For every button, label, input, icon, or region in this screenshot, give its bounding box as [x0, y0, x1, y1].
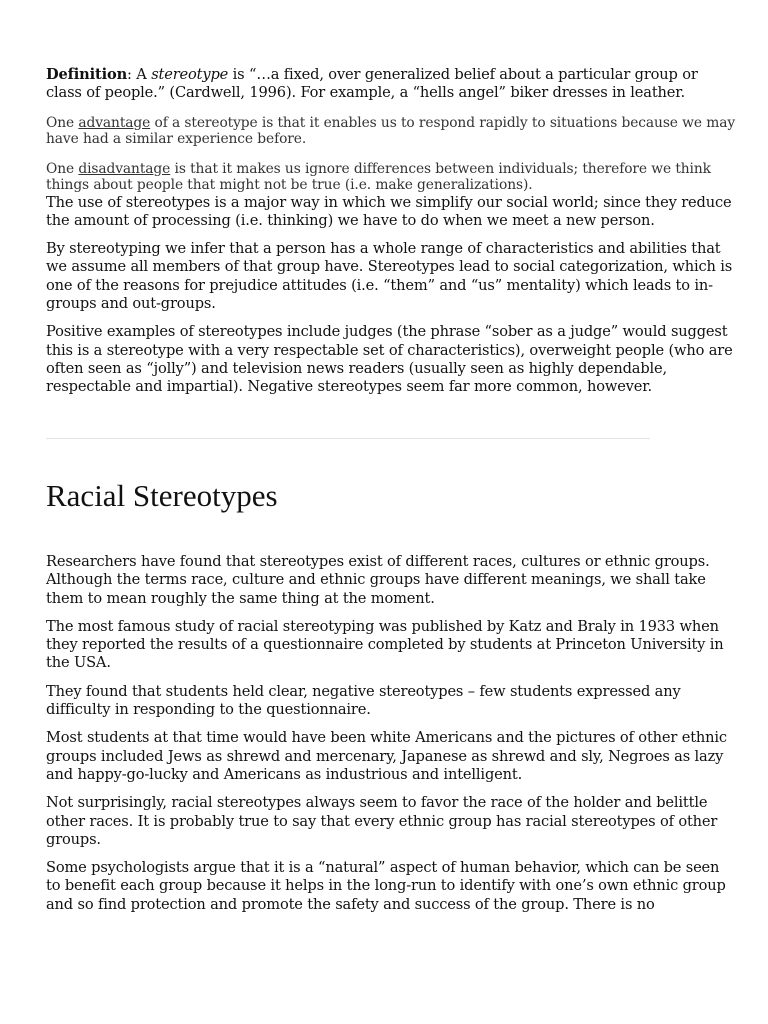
definition-colon: : A [127, 66, 152, 83]
simplify-paragraph: The use of stereotypes is a major way in which we simplify our social world; since they reduce the amount of processing (i.e. thinking) we have to do when we meet a new person. [46, 193, 732, 229]
disadvantage-paragraph [46, 161, 736, 194]
racial-paragraph-6: Some psychologists argue that it is a “natural” aspect of human behavior, which can be seen to benefit each group because it helps in the long-run to identify with one’s own ethnic group and so find protection and promote the safety and success of the group. There is no [46, 859, 726, 913]
section-divider [46, 438, 650, 439]
intro-section [46, 66, 736, 397]
definition-label: Definition [46, 66, 128, 83]
definition-paragraph [46, 66, 736, 103]
racial-paragraph-5: Not surprisingly, racial stereotypes always seem to favor the race of the holder and belittle other races. It is probably true to say that every ethnic group has racial stereotypes of other groups. [46, 794, 718, 848]
advantage-text: of a stereotype is that it enables us to respond rapidly to situations because we may have had a similar experience before. [46, 114, 736, 148]
advantage-word: advantage [78, 114, 151, 131]
disadvantage-text: is that it makes us ignore differences between individuals; therefore we think things about people that might not be true (i.e. make generalizations). [46, 160, 711, 194]
positive-examples-paragraph: Positive examples of stereotypes include judges (the phrase “sober as a judge” would suggest this is a stereotype with a very respectable set of characteristics), overweight people (who are often seen as “jolly”) and television news readers (usually seen as highly dependable, respectable and impartial). Negative stereotypes seem far more common, however. [46, 323, 733, 396]
advantage-prefix: One [46, 114, 79, 131]
infer-paragraph: By stereotyping we infer that a person has a whole range of characteristics and abilities that we assume all members of that group have. Stereotypes lead to social categorization, which is one of the reasons for prejudice attitudes (i.e. “them” and “us” mentality) which leads to in-groups and out-groups. [46, 240, 733, 313]
racial-paragraph-3: They found that students held clear, negative stereotypes – few students expressed any difficulty in responding to the questionnaire. [46, 682, 681, 719]
definition-text: is “…a fixed, over generalized belief about a particular group or class of people.” (Cardwell, 1996). For example, a “hells angel” biker dresses in leather. [46, 66, 698, 102]
racial-paragraph-2: The most famous study of racial stereotyping was published by Katz and Braly in 1933 when they reported the results of a questionnaire completed by students at Princeton University in the USA. [46, 617, 724, 672]
racial-paragraph-1: Researchers have found that stereotypes exist of different races, cultures or ethnic groups. Although the terms race, culture and ethnic groups have different meanings, we shall take them to mean roughly the same thing at the moment. [46, 553, 710, 607]
disadvantage-prefix: One [46, 160, 79, 177]
section-heading: Racial Stereotypes [46, 478, 278, 513]
disadvantage-word: disadvantage [78, 160, 171, 177]
racial-stereotypes-section [46, 553, 736, 914]
advantage-paragraph [46, 115, 736, 148]
racial-paragraph-4: Most students at that time would have been white Americans and the pictures of other ethnic groups included Jews as shrewd and mercenary, Japanese as shrewd and sly, Negroes as lazy and happy-go-lucky and Americans as industrious and intelligent. [46, 729, 727, 783]
definition-term: stereotype [151, 66, 229, 83]
